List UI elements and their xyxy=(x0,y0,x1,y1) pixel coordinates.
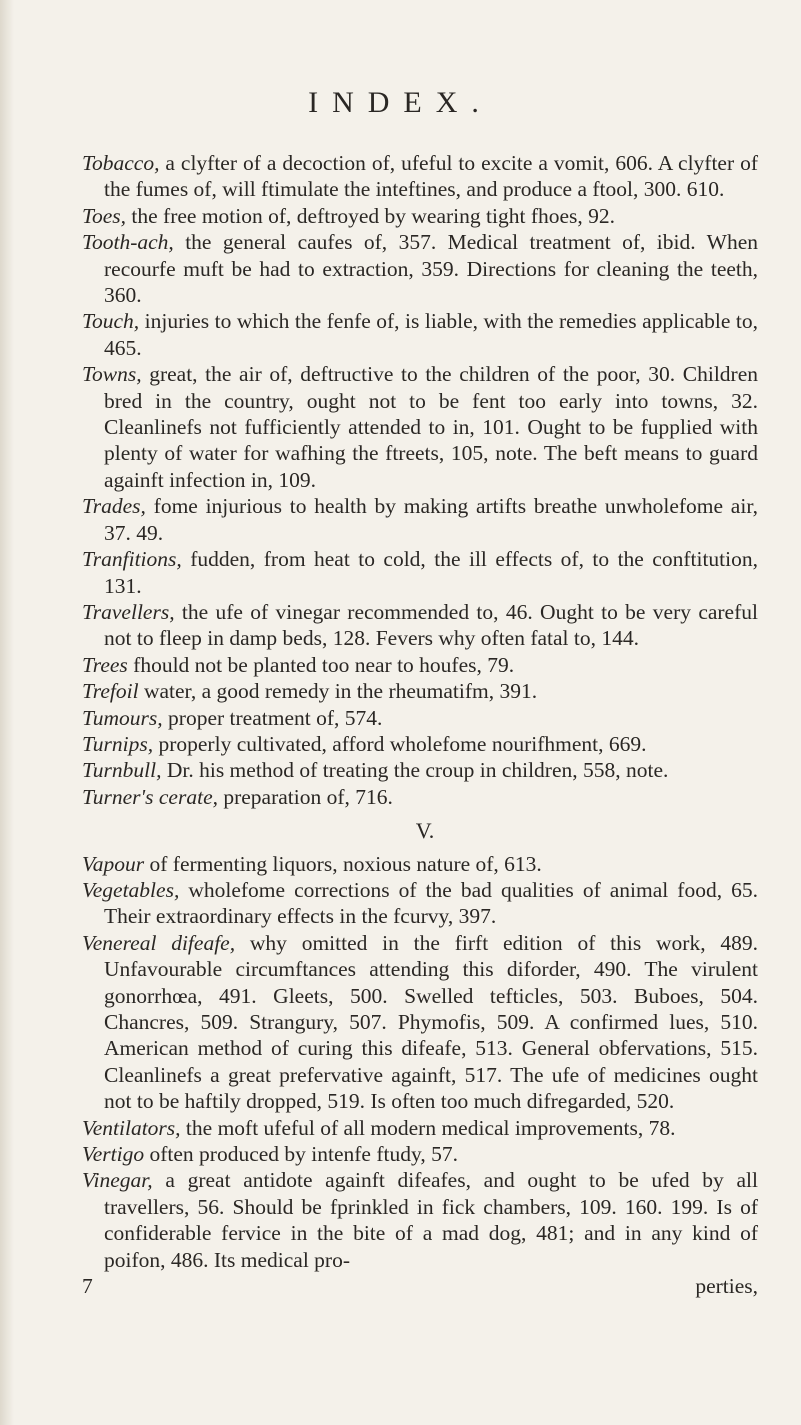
index-entry xyxy=(82,1167,758,1273)
index-entry-text: of fermenting liquors, noxious nature of, 613. xyxy=(144,851,542,876)
index-entry xyxy=(82,361,758,493)
index-term: Tumours, xyxy=(82,705,163,730)
index-entry xyxy=(82,546,758,599)
index-entry-text: why omitted in the firft edition of this work, 489. Unfavourable circumftances attending this diforder, 490. The virulent gonorrhœa, 491. Gleets, 500. Swelled tefticles, 503. Buboes, 504. Chancres, 509. Strangury, 507. Phymofis, 509. A confirmed lues, 510. American method of curing this difeafe, 513. General obfervations, 515. Cleanlinefs a great prefervative againft, 517. The ufe of medicines ought not to be haftily dropped, 519. Is often too much difregarded, 520. xyxy=(104,930,758,1114)
signature-mark: 7 xyxy=(82,1274,93,1299)
index-entry-text: great, the air of, deftructive to the children of the poor, 30. Children bred in the country, ought not to be fent too early into towns, 32. Cleanlinefs not fufficiently attended to in, 101. Ought to be fupplied with plenty of water for wafhing the ftreets, 105, note. The beft means to guard againft infection in, 109. xyxy=(104,362,758,492)
index-term: Vapour xyxy=(82,851,145,876)
index-entry xyxy=(82,705,758,731)
index-entry-text: wholefome corrections of the bad qualities of animal food, 65. Their extraordinary effects in the fcurvy, 397. xyxy=(104,877,758,929)
section-heading-v: V. xyxy=(415,818,435,844)
index-entry-text: properly cultivated, afford wholefome nourifhment, 669. xyxy=(153,731,647,756)
index-entry xyxy=(82,652,758,678)
index-entry xyxy=(82,1115,758,1141)
index-term: Tooth-ach, xyxy=(82,230,174,255)
index-term: Venereal difeafe, xyxy=(82,930,236,955)
index-entry xyxy=(82,731,758,757)
index-entry-text: the general caufes of, 357. Medical treatment of, ibid. When recourfe muft be had to extraction, 359. Directions for cleaning the teeth, 360. xyxy=(104,230,758,308)
index-entry xyxy=(82,930,758,1115)
index-term: Ventilators, xyxy=(82,1115,181,1140)
index-term: Trees xyxy=(82,652,128,677)
index-term: Turnips, xyxy=(82,731,154,756)
index-entry-text: fome injurious to health by making artifts breathe unwholefome air, 37. 49. xyxy=(104,494,758,545)
index-term: Towns, xyxy=(82,362,142,387)
index-body xyxy=(82,150,758,1299)
index-entry xyxy=(82,229,758,308)
index-entry xyxy=(82,678,758,704)
index-entry-text: injuries to which the fenfe of, is liable, with the remedies applicable to, 465. xyxy=(104,309,758,360)
index-term: Vinegar, xyxy=(82,1168,153,1193)
index-entry-text: a clyfter of a decoction of, ufeful to excite a vomit, 606. A clyfter of the fumes of, will ftimulate the inteftines, and produce a ftool, 300. 610. xyxy=(104,151,758,202)
index-entry-text: fhould not be planted too near to houfes, 79. xyxy=(127,652,515,677)
index-term: Touch, xyxy=(82,309,140,334)
index-entry xyxy=(82,203,758,229)
index-entry-text: the moft ufeful of all modern medical improvements, 78. xyxy=(180,1115,676,1140)
index-entry-text: preparation of, 716. xyxy=(217,784,393,809)
index-entry-text: the free motion of, deftroyed by wearing tight fhoes, 92. xyxy=(126,203,616,228)
index-entry-text: water, a good remedy in the rheumatifm, 391. xyxy=(138,679,538,704)
index-entry-text: Dr. his method of treating the croup in children, 558, note. xyxy=(161,758,669,783)
index-term: Toes, xyxy=(82,203,127,228)
index-term: Turnbull, xyxy=(82,758,162,783)
index-entry xyxy=(82,308,758,361)
index-entry xyxy=(82,493,758,546)
index-entry xyxy=(82,599,758,652)
page-gutter-shadow xyxy=(0,0,14,1425)
index-entry-text: the ufe of vinegar recommended to, 46. Ought to be very careful not to fleep in damp beds, 128. Fevers why often fatal to, 144. xyxy=(104,599,758,651)
index-term: Turner's cerate, xyxy=(82,784,218,809)
index-term: Travellers, xyxy=(82,599,175,624)
index-term: Vertigo xyxy=(82,1142,145,1167)
catchword: perties, xyxy=(695,1274,758,1299)
page-footer xyxy=(82,1273,758,1299)
index-entry-text: a great antidote againft difeafes, and ought to be ufed by all travellers, 56. Should be fprinkled in fick chambers, 109. 160. 199. Is of confiderable fervice in the bite of a mad dog, 481; and in any kind of poifon, 486. Its medical pro- xyxy=(104,1168,758,1272)
index-entry xyxy=(82,851,758,877)
index-entry xyxy=(82,784,758,810)
index-section-v xyxy=(82,851,758,1274)
index-term: Trades, xyxy=(82,494,146,519)
index-section-t xyxy=(82,150,758,810)
index-term: Tranfitions, xyxy=(82,547,182,572)
index-entry-text: proper treatment of, 574. xyxy=(162,705,383,730)
index-entry-text: fudden, from heat to cold, the ill effects of, to the conftitution, 131. xyxy=(104,547,758,598)
index-entry xyxy=(82,150,758,203)
index-entry xyxy=(82,757,758,783)
index-entry xyxy=(82,877,758,930)
page-header: INDEX. xyxy=(308,86,493,119)
index-term: Vegetables, xyxy=(82,877,180,902)
index-term: Trefoil xyxy=(82,679,139,704)
index-entry-text: often produced by intenfe ftudy, 57. xyxy=(144,1142,458,1167)
index-entry xyxy=(82,1141,758,1167)
index-term: Tobacco, xyxy=(82,151,160,175)
